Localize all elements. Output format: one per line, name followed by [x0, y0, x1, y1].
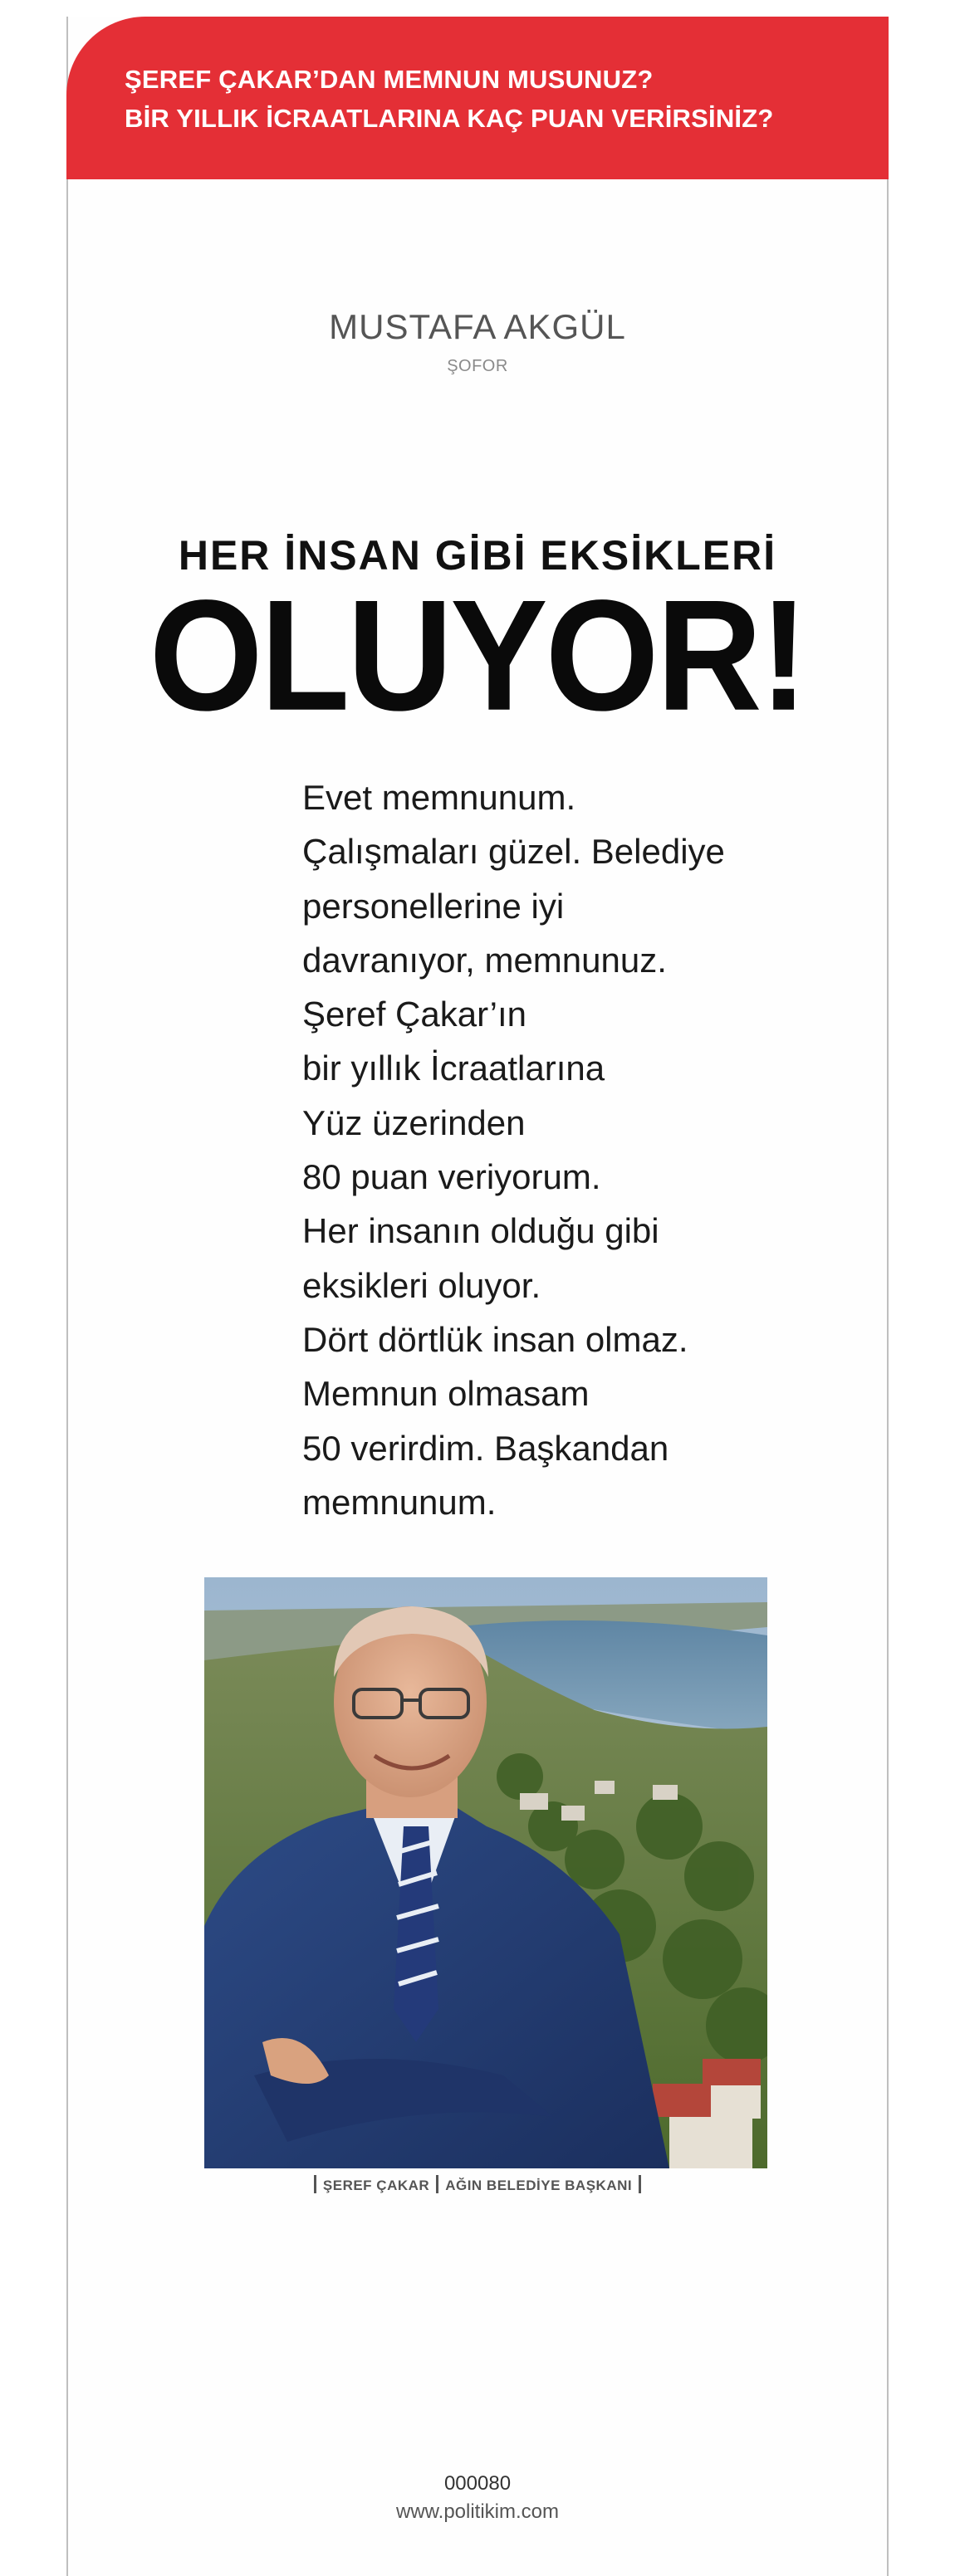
quote-line: davranıyor, memnunuz. — [302, 940, 667, 980]
quote-line: Şeref Çakar’ın — [302, 995, 527, 1034]
quote-line: eksikleri oluyor. — [302, 1265, 541, 1305]
caption-separator — [639, 2175, 641, 2193]
website-link[interactable]: www.politikim.com — [395, 2500, 560, 2523]
mayor-photo-illustration — [204, 1577, 767, 2168]
mayor-photo — [204, 1577, 767, 2168]
page-number: 000080 — [443, 2472, 512, 2495]
quote-line: Memnun olmasam — [302, 1374, 590, 1414]
quote-line: Çalışmaları güzel. Belediye — [302, 832, 725, 872]
banner-question-2: BİR YILLIK İCRAATLARINA KAÇ PUAN VERİRSİNİZ? — [125, 104, 774, 133]
caption-person-title: AĞIN BELEDİYE BAŞKANI — [445, 2178, 633, 2193]
quote-line: Yüz üzerinden — [302, 1102, 526, 1142]
header-banner — [66, 17, 889, 179]
caption-person-name: ŞEREF ÇAKAR — [322, 2178, 430, 2193]
headline-main: OLUYOR! — [149, 568, 806, 744]
quote-line: memnunum. — [302, 1482, 497, 1522]
quote-line: Dört dörtlük insan olmaz. — [302, 1319, 688, 1359]
interviewee-name: MUSTAFA AKGÜL — [329, 307, 626, 346]
quote-line: 50 verirdim. Başkandan — [302, 1428, 669, 1468]
headline-subtitle: HER İNSAN GİBİ EKSİKLERİ — [178, 532, 777, 579]
quote-line: Evet memnunum. — [302, 778, 576, 817]
quote-line: bir yıllık İcraatlarına — [302, 1048, 605, 1088]
quote-line: personellerine iyi — [302, 886, 565, 926]
quote-line: 80 puan veriyorum. — [302, 1157, 601, 1197]
interviewee-role: ŞOFOR — [447, 357, 508, 375]
quote-body — [302, 770, 767, 1529]
quote-line: Her insanın olduğu gibi — [302, 1211, 659, 1251]
banner-question-1: ŞEREF ÇAKAR’DAN MEMNUN MUSUNUZ? — [125, 65, 654, 94]
photo-caption — [0, 2175, 955, 2194]
caption-separator — [314, 2175, 316, 2193]
caption-separator — [436, 2175, 438, 2193]
